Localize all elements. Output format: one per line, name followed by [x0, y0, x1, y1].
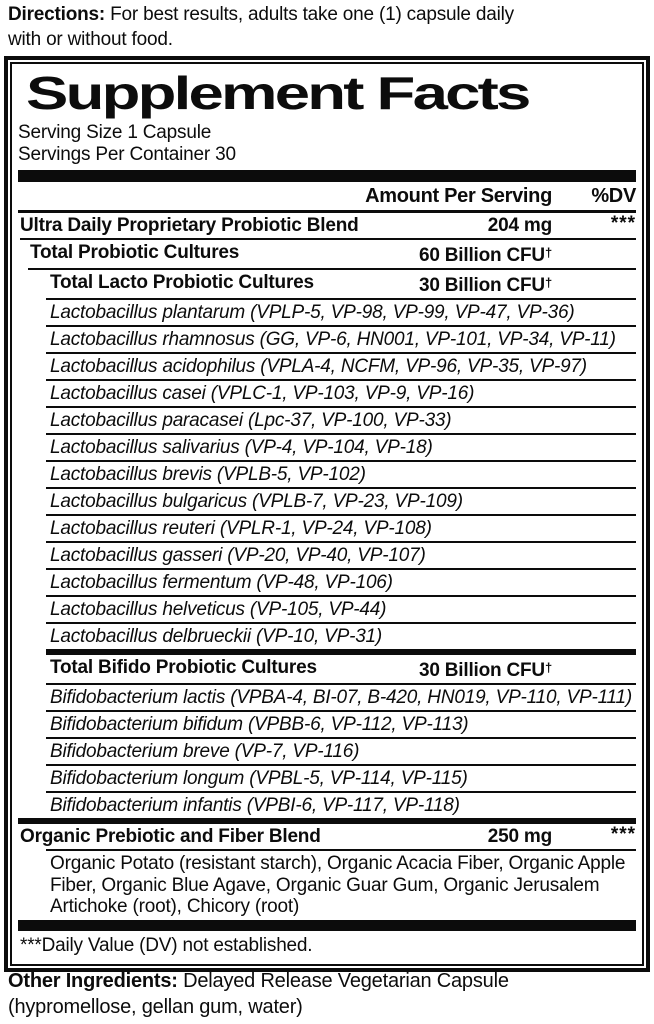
table-row [46, 568, 636, 595]
table-row [28, 268, 636, 298]
table-row [46, 352, 636, 379]
ingredient-name: Total Bifido Probiotic Cultures [50, 657, 317, 678]
ingredient-amount: 204 mg [487, 215, 552, 236]
table-row [46, 325, 636, 352]
table-row [46, 595, 636, 622]
dv-footnote: ***Daily Value (DV) not established. [20, 934, 313, 956]
table-row [46, 460, 636, 487]
ingredient-name: Lactobacillus reuteri (VPLR-1, VP-24, VP-108) [50, 518, 432, 539]
supplement-facts-inner [10, 62, 644, 966]
ingredient-name: Lactobacillus helveticus (VP-105, VP-44) [50, 599, 387, 620]
dagger-mark: † [544, 245, 552, 260]
ingredient-dv: *** [610, 213, 636, 234]
dagger-mark: † [544, 275, 552, 290]
other-ingredients-label: Other Ingredients: [8, 970, 178, 992]
ingredient-name: Lactobacillus rhamnosus (GG, VP-6, HN001, VP-101, VP-34, VP-11) [50, 329, 616, 350]
table-row [46, 298, 636, 325]
ingredient-dv [552, 655, 636, 681]
table-row [46, 433, 636, 460]
table-row [46, 791, 636, 818]
top-thick-bar [18, 170, 636, 182]
ingredient-name: Bifidobacterium infantis (VPBI-6, VP-117, VP-118) [50, 795, 460, 816]
amount-per-serving-header: Amount Per Serving [365, 185, 552, 207]
directions-text [8, 2, 532, 52]
table-row [46, 487, 636, 514]
ingredient-name: Lactobacillus paracasei (Lpc-37, VP-100, VP-33) [50, 410, 452, 431]
ingredient-name: Bifidobacterium lactis (VPBA-4, BI-07, B-420, HN019, VP-110, VP-111) [50, 687, 632, 708]
ingredient-name: Lactobacillus fermentum (VP-48, VP-106) [50, 572, 393, 593]
facts-rows [18, 210, 636, 920]
ingredient-amount: 60 Billion CFU† [418, 245, 552, 266]
column-header-row [18, 182, 636, 210]
ingredient-amount: 250 mg [487, 826, 552, 847]
footnote-bar [18, 920, 636, 931]
table-row [46, 541, 636, 568]
directions-label: Directions: [8, 4, 106, 25]
table-row [46, 737, 636, 764]
table-row [18, 824, 636, 849]
ingredient-dv: *** [610, 824, 636, 845]
table-row [18, 213, 636, 238]
table-row [46, 683, 636, 710]
table-row [46, 622, 636, 649]
ingredient-name: Lactobacillus delbrueckii (VP-10, VP-31) [50, 626, 383, 647]
dv-header: %DV [591, 185, 636, 207]
ingredient-name: Lactobacillus casei (VPLC-1, VP-103, VP-9, VP-16) [50, 383, 475, 404]
ingredient-name: Bifidobacterium breve (VP-7, VP-116) [50, 741, 360, 762]
ingredient-name: Lactobacillus gasseri (VP-20, VP-40, VP-107) [50, 545, 426, 566]
ingredient-name: Lactobacillus brevis (VPLB-5, VP-102) [50, 464, 366, 485]
ingredient-name: Lactobacillus plantarum (VPLP-5, VP-98, VP-99, VP-47, VP-36) [50, 302, 575, 323]
ingredient-name: Lactobacillus acidophilus (VPLA-4, NCFM, VP-96, VP-35, VP-97) [50, 356, 587, 377]
table-row [46, 764, 636, 791]
table-row [20, 238, 636, 268]
ingredient-name: Organic Potato (resistant starch), Organic Acacia Fiber, Organic Apple Fiber, Organic Blue Agave, Organic Guar Gum, Organic Jerusalem Artichoke (root), Chicory (root) [50, 853, 626, 917]
ingredient-amount: 30 Billion CFU† [418, 275, 552, 296]
servings-per-container: Servings Per Container 30 [18, 143, 236, 165]
ingredient-name: Total Lacto Probiotic Cultures [50, 272, 314, 293]
directions-body: For best results, adults take one (1) capsule daily with or without food. [8, 4, 514, 50]
ingredient-name: Organic Prebiotic and Fiber Blend [20, 826, 321, 847]
ingredient-name: Lactobacillus salivarius (VP-4, VP-104, VP-18) [50, 437, 433, 458]
ingredient-dv [552, 240, 636, 266]
supplement-facts-panel [4, 56, 650, 972]
dagger-mark: † [544, 660, 552, 675]
ingredient-amount: 30 Billion CFU† [418, 660, 552, 681]
ingredient-dv [552, 270, 636, 296]
ingredient-name: Total Probiotic Cultures [30, 242, 240, 263]
table-row [46, 849, 636, 920]
other-ingredients [8, 968, 548, 1020]
serving-size: Serving Size 1 Capsule [18, 122, 212, 143]
table-row [18, 655, 636, 683]
table-row [46, 379, 636, 406]
ingredient-name: Lactobacillus bulgaricus (VPLB-7, VP-23, VP-109) [50, 491, 463, 512]
other-ingredients-body: Delayed Release Vegetarian Capsule (hypromellose, gellan gum, water) [8, 970, 509, 1018]
panel-title: Supplement Facts [26, 67, 529, 119]
table-row [46, 514, 636, 541]
ingredient-name: Ultra Daily Proprietary Probiotic Blend [20, 215, 359, 236]
table-row [46, 710, 636, 737]
ingredient-name: Bifidobacterium bifidum (VPBB-6, VP-112, VP-113) [50, 714, 469, 735]
table-row [46, 406, 636, 433]
ingredient-name: Bifidobacterium longum (VPBL-5, VP-114, VP-115) [50, 768, 468, 789]
